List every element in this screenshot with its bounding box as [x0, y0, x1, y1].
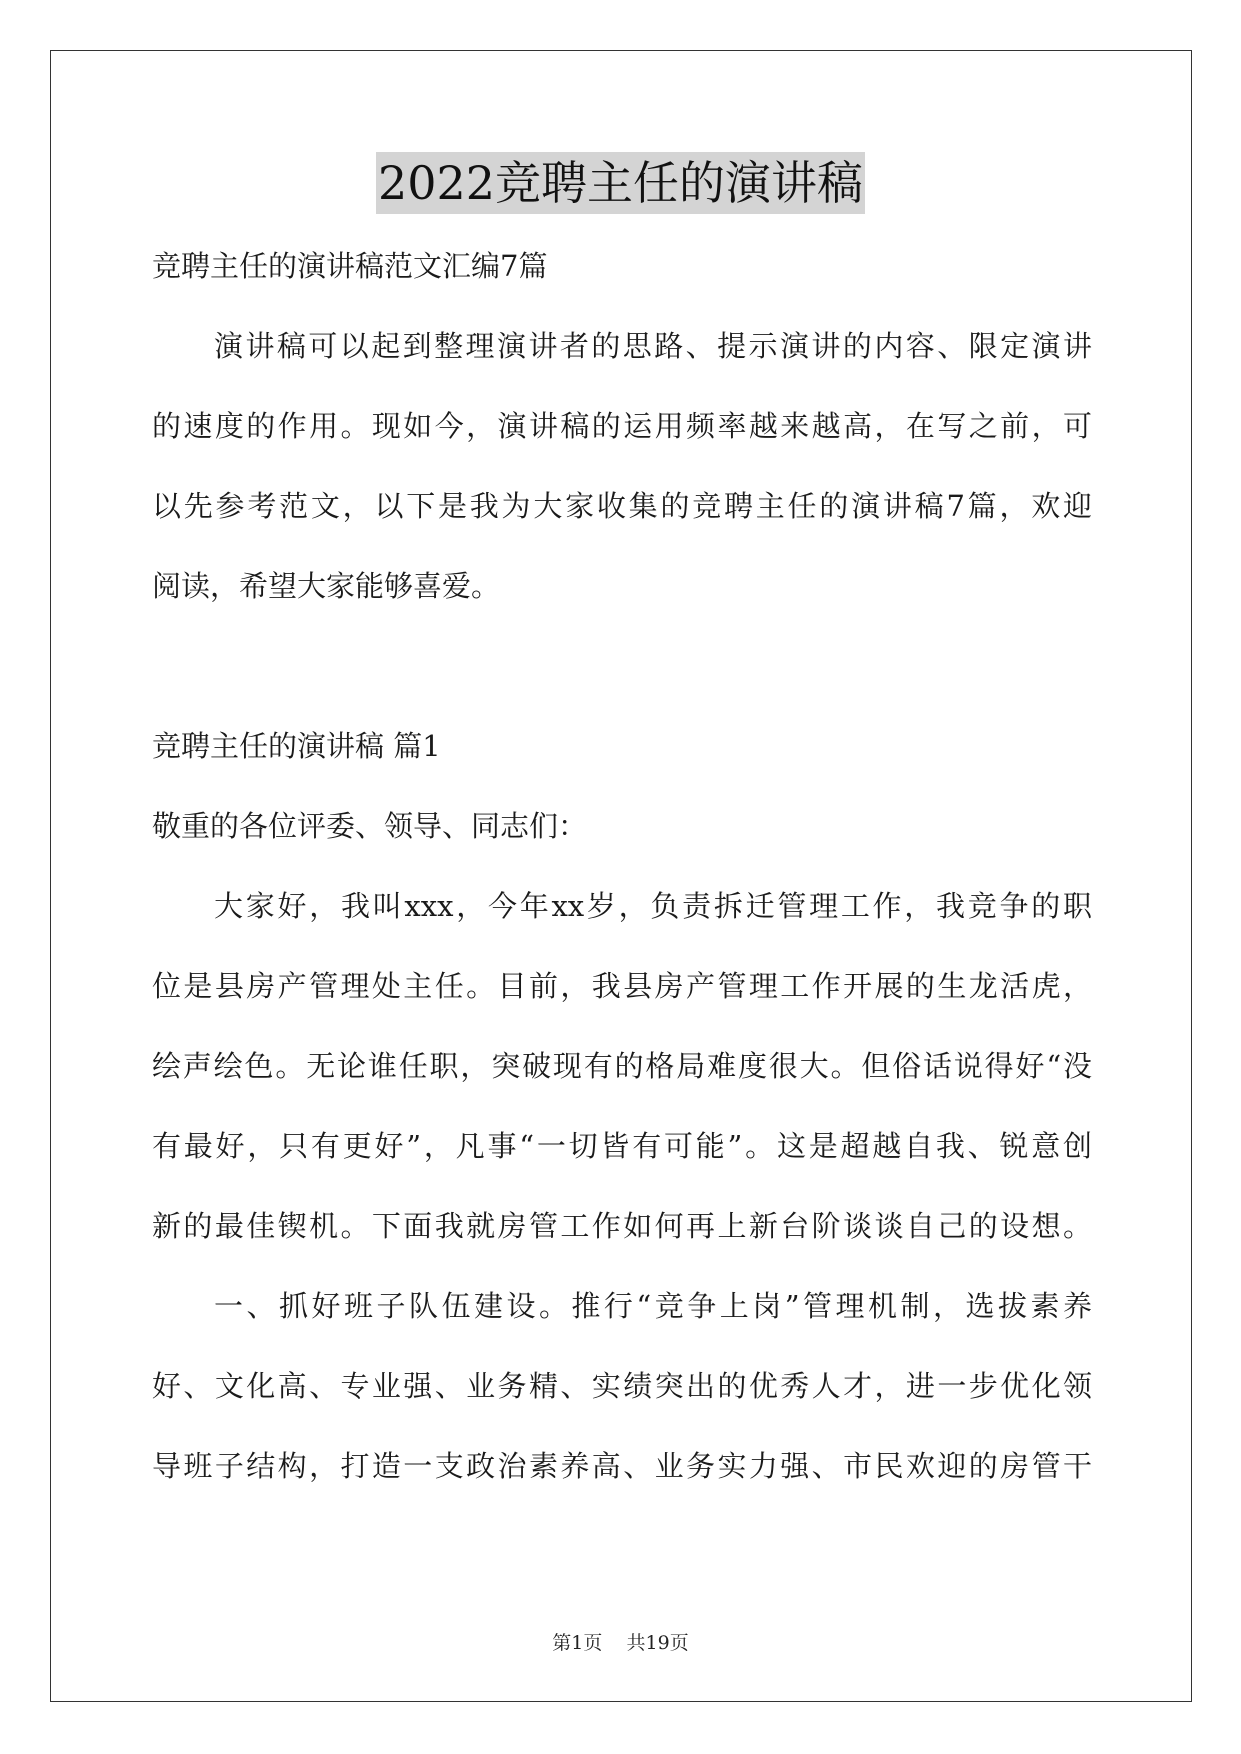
intro-line: 阅读，希望大家能够喜爱。: [152, 569, 501, 603]
para2-line: 导班子结构，打造一支政治素养高、业务实力强、市民欢迎的房管干: [152, 1449, 1092, 1483]
page-footer: [0, 1628, 1241, 1655]
para1-line: 新的最佳锲机。下面我就房管工作如何再上新台阶谈谈自己的设想。: [152, 1209, 1092, 1243]
intro-line: 演讲稿可以起到整理演讲者的思路、提示演讲的内容、限定演讲: [214, 329, 1092, 363]
paragraph-gap: [152, 626, 1092, 706]
document-subtitle: 竞聘主任的演讲稿范文汇编7篇: [152, 249, 548, 283]
para1-line: 位是县房产管理处主任。目前，我县房产管理工作开展的生龙活虎，: [152, 969, 1092, 1003]
para1-line: 有最好，只有更好”，凡事“一切皆有可能”。这是超越自我、锐意创: [152, 1129, 1092, 1163]
page-number: 第1页: [552, 1632, 603, 1654]
title-container: [0, 152, 1241, 214]
document-body: [152, 226, 1092, 1506]
intro-line: 以先参考范文，以下是我为大家收集的竞聘主任的演讲稿7篇，欢迎: [152, 489, 1092, 523]
total-pages: 共19页: [626, 1632, 689, 1654]
intro-line: 的速度的作用。现如今，演讲稿的运用频率越来越高，在写之前，可: [152, 409, 1092, 443]
para2-line: 一、抓好班子队伍建设。推行“竞争上岗”管理机制，选拔素养: [214, 1289, 1092, 1323]
document-title: 2022竞聘主任的演讲稿: [376, 152, 865, 214]
para1-line: 绘声绘色。无论谁任职，突破现有的格局难度很大。但俗话说得好“没: [152, 1049, 1092, 1083]
salutation: 敬重的各位评委、领导、同志们：: [152, 809, 588, 843]
para2-line: 好、文化高、专业强、业务精、实绩突出的优秀人才，进一步优化领: [152, 1369, 1092, 1403]
para1-line: 大家好，我叫xxx，今年xx岁，负责拆迁管理工作，我竞争的职: [214, 889, 1092, 923]
section-heading: 竞聘主任的演讲稿 篇1: [152, 729, 441, 763]
